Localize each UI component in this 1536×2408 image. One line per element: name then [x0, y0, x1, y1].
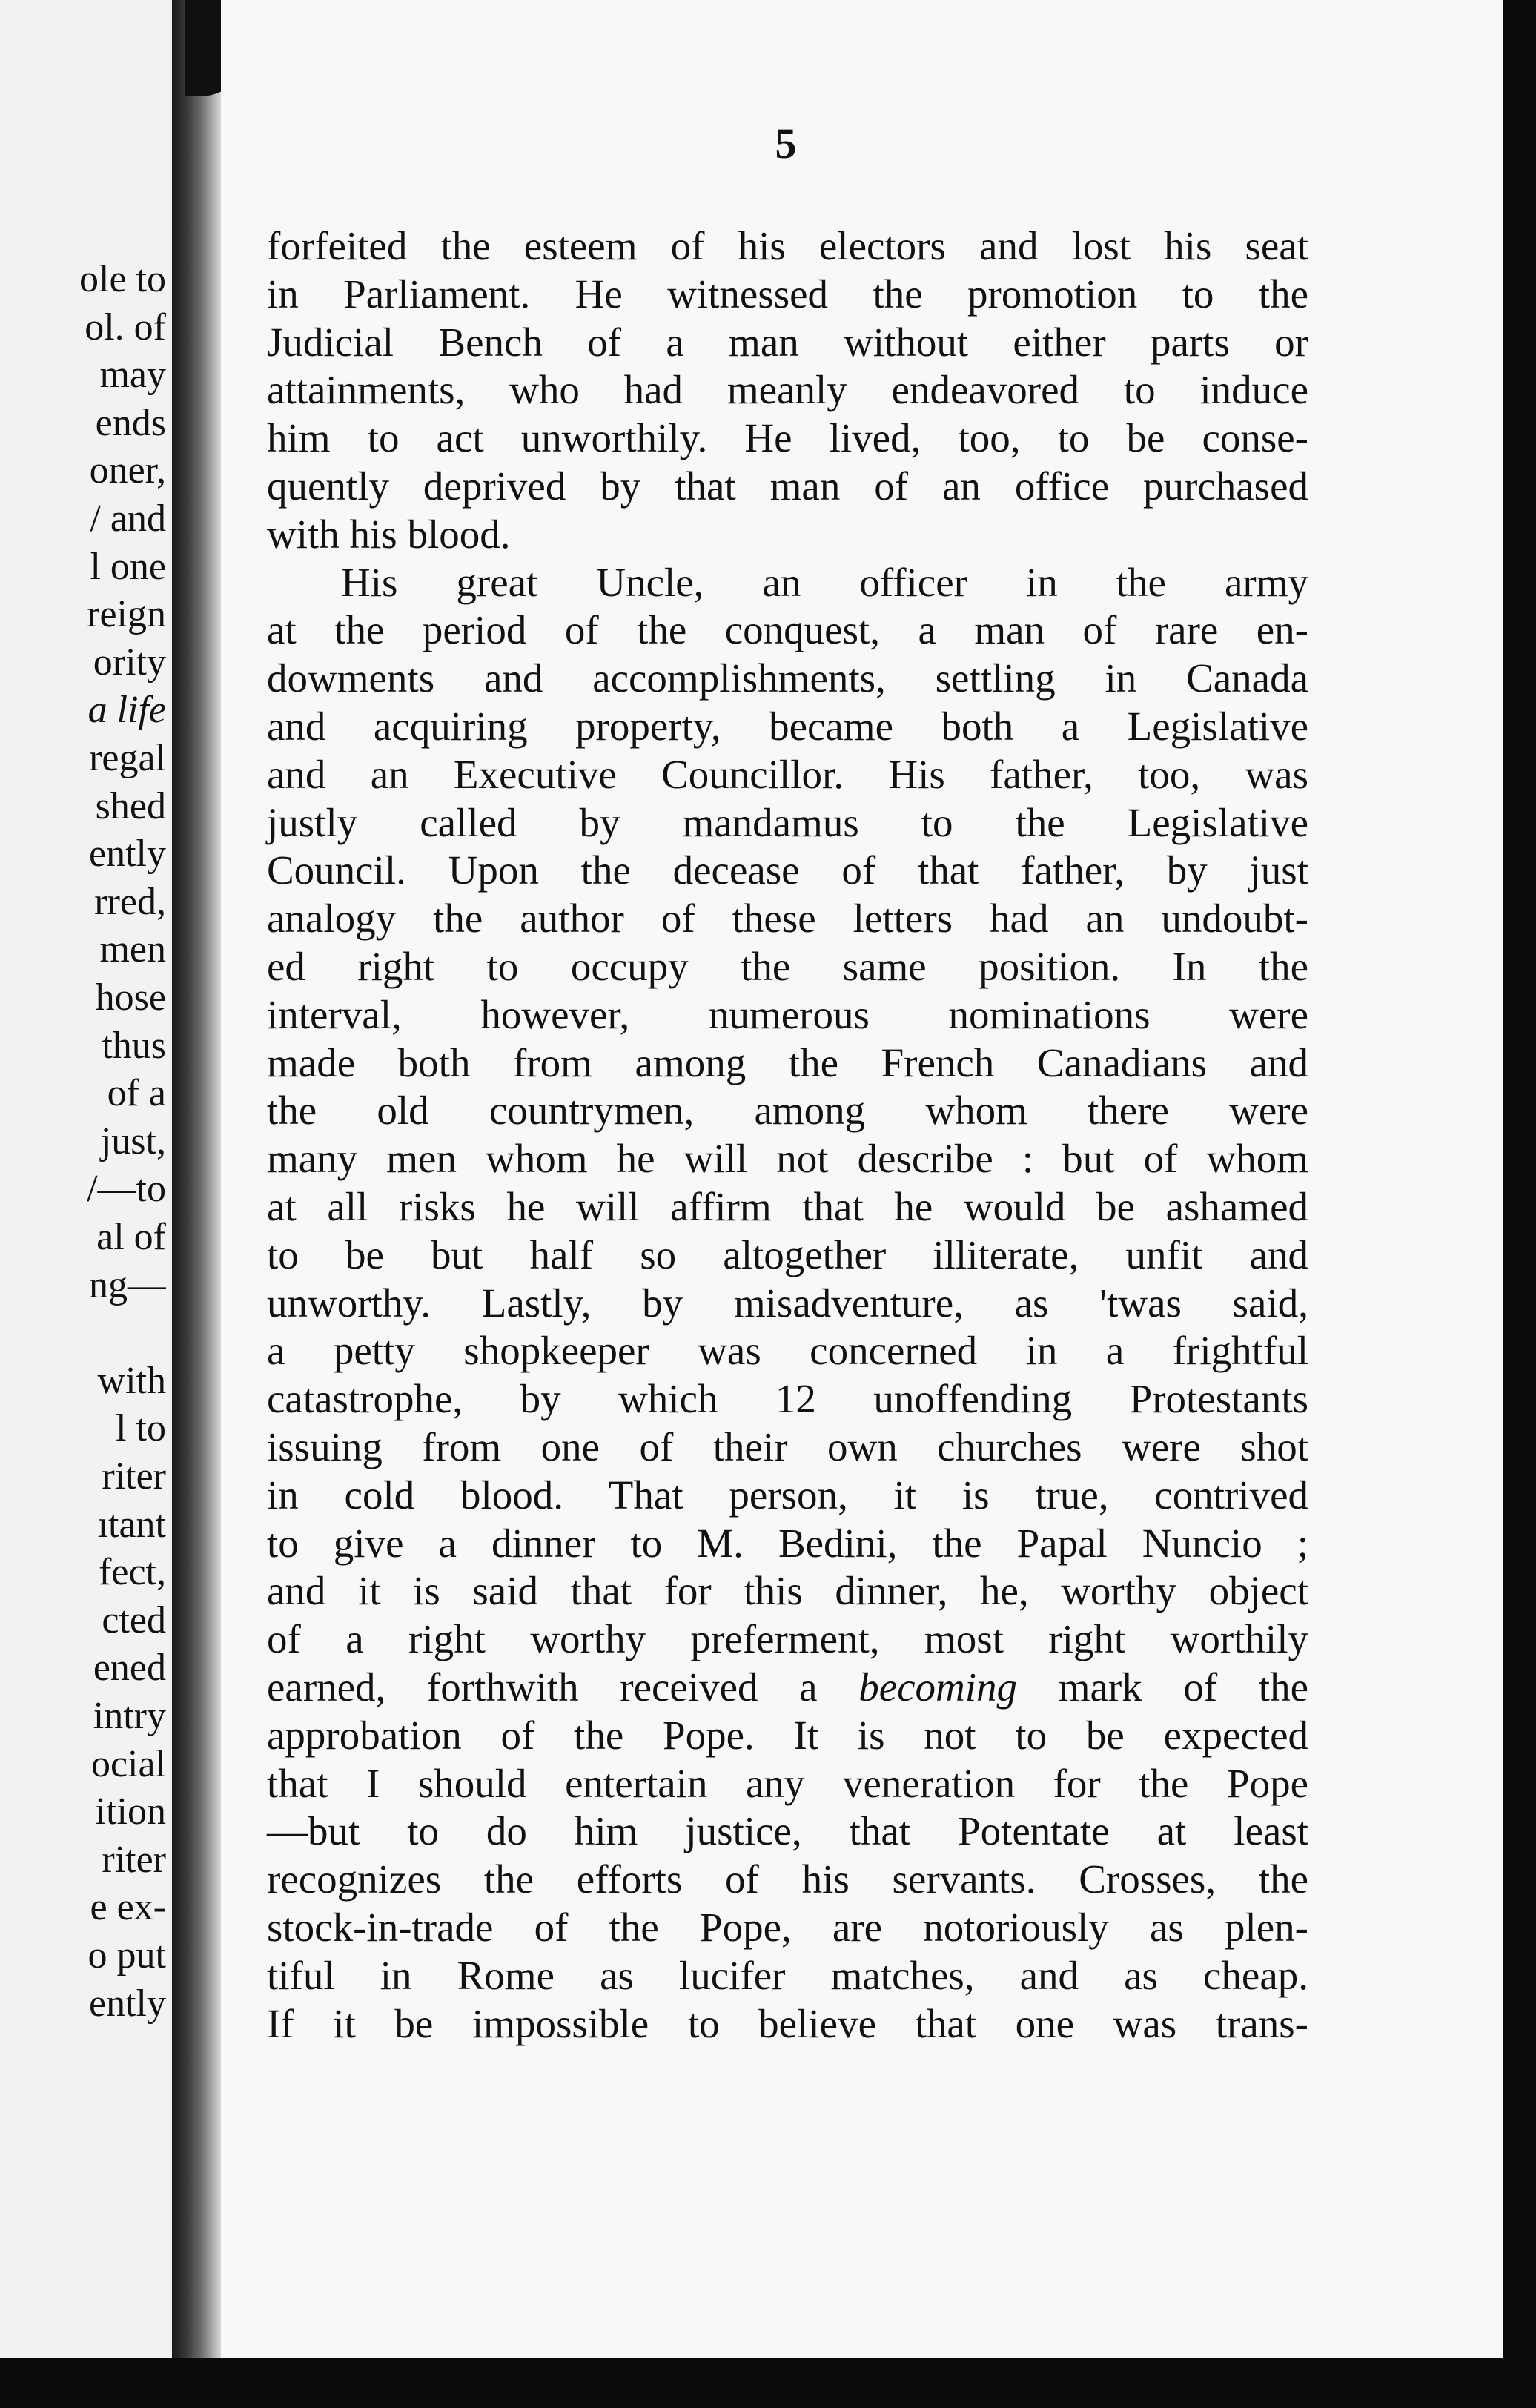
text-segment: that I should entertain any veneration for the Pope	[267, 1760, 1308, 1806]
facing-page-line: men	[99, 928, 166, 971]
text-segment: made both from among the French Canadians and	[267, 1039, 1308, 1085]
text-line	[341, 559, 1308, 606]
facing-page-line: riter	[102, 1455, 166, 1498]
facing-page-line: intry	[93, 1695, 166, 1737]
emphasis-text: becoming	[858, 1664, 1018, 1710]
text-segment: —but to do him justice, that Potentate at least	[267, 1808, 1308, 1854]
facing-page-line: may	[99, 354, 166, 397]
book-gutter	[172, 0, 221, 2372]
facing-page-line: riter	[102, 1838, 166, 1881]
text-line	[267, 799, 1308, 847]
facing-page-line: thus	[102, 1024, 166, 1067]
text-segment: If it be impossible to believe that one was trans-	[267, 2000, 1308, 2046]
text-segment: tiful in Rome as lucifer matches, and as cheap.	[267, 1952, 1308, 1998]
text-segment: analogy the author of these letters had an undoubt-	[267, 896, 1308, 942]
text-line	[267, 1520, 1308, 1567]
text-segment: mark of the	[1017, 1664, 1308, 1710]
text-line	[267, 1760, 1308, 1807]
text-line	[267, 751, 1308, 798]
text-segment: ed right to occupy the same position. In the	[267, 944, 1308, 989]
text-segment: in Parliament. He witnessed the promotion to the	[267, 271, 1308, 317]
text-segment: a petty shopkeeper was concerned in a frightful	[267, 1328, 1308, 1374]
page-number: 5	[775, 119, 797, 168]
text-line	[267, 222, 1308, 270]
text-line	[267, 895, 1308, 942]
facing-page-line: l to	[116, 1407, 166, 1450]
text-line	[267, 1231, 1308, 1279]
text-segment: earned, forthwith received a	[267, 1664, 859, 1710]
text-line	[267, 1280, 1308, 1327]
text-line	[267, 1087, 1308, 1134]
text-segment: and acquiring property, became both a Legislative	[267, 704, 1308, 749]
facing-page-line: ole to	[79, 258, 166, 300]
facing-page-line: o put	[87, 1934, 166, 1977]
facing-page-line: ends	[95, 401, 166, 444]
text-segment: forfeited the esteem of his electors and lost his seat	[267, 223, 1308, 268]
text-segment: him to act unworthily. He lived, too, to be conse-	[267, 415, 1308, 461]
facing-page-line: reign	[87, 593, 166, 636]
text-line	[267, 606, 1308, 654]
text-segment: quently deprived by that man of an office purchased	[267, 463, 1308, 509]
facing-page-line: ority	[93, 641, 166, 684]
text-segment: and it is said that for this dinner, he, worthy object	[267, 1568, 1308, 1614]
facing-page-line: oner,	[89, 449, 166, 492]
text-line	[267, 1423, 1308, 1471]
text-line	[267, 1039, 1308, 1087]
facing-page-line: ened	[93, 1647, 166, 1690]
facing-page-line: ently	[89, 1982, 166, 2025]
facing-page-line: ng—	[89, 1263, 166, 1306]
text-line	[267, 1664, 1308, 1711]
facing-page-fragment	[0, 0, 174, 2358]
text-line	[267, 319, 1308, 366]
text-line	[267, 1615, 1308, 1663]
text-line	[267, 511, 1308, 558]
text-line	[267, 1327, 1308, 1375]
facing-page-line: hose	[95, 976, 166, 1019]
facing-page-line: ition	[95, 1790, 166, 1833]
text-segment: catastrophe, by which 12 unoffending Protestants	[267, 1376, 1308, 1422]
facing-page-line: of a	[107, 1072, 166, 1115]
text-segment: in cold blood. That person, it is true, contrived	[267, 1472, 1308, 1518]
text-line	[267, 414, 1308, 462]
facing-page-line: rred,	[94, 880, 166, 923]
text-segment: Council. Upon the decease of that father, by just	[267, 847, 1308, 893]
facing-page-line: ıtant	[97, 1503, 166, 1546]
text-line	[267, 366, 1308, 414]
text-line	[267, 271, 1308, 318]
facing-page-line: fect,	[99, 1551, 166, 1594]
text-line	[267, 1567, 1308, 1615]
scan-border	[0, 2358, 1536, 2408]
text-line	[267, 1183, 1308, 1231]
facing-page-line: ocial	[90, 1742, 166, 1785]
text-line	[267, 943, 1308, 990]
text-line	[267, 1856, 1308, 1903]
page-edge	[1503, 0, 1536, 2408]
text-line	[267, 1952, 1308, 2000]
text-segment: to give a dinner to M. Bedini, the Papal Nuncio ;	[267, 1520, 1308, 1566]
text-segment: unworthy. Lastly, by misadventure, as 'twas said,	[267, 1280, 1308, 1326]
facing-page-line: with	[97, 1359, 166, 1402]
facing-page-line: ol. of	[85, 305, 166, 348]
facing-page-line: l one	[90, 545, 166, 588]
text-line	[267, 703, 1308, 750]
text-line	[267, 1904, 1308, 1951]
facing-page-line: a life	[87, 689, 166, 732]
text-line	[267, 1135, 1308, 1182]
text-segment: of a right worthy preferment, most right worthily	[267, 1616, 1308, 1662]
facing-page-line: regal	[89, 737, 166, 779]
facing-page-line: shed	[95, 784, 166, 827]
text-segment: dowments and accomplishments, settling in Canada	[267, 655, 1308, 701]
facing-page-line: / and	[90, 497, 166, 540]
facing-page-line: al of	[96, 1216, 166, 1258]
text-line	[267, 655, 1308, 702]
text-line	[267, 1807, 1308, 1855]
text-line	[267, 847, 1308, 894]
facing-page-line: just,	[100, 1119, 166, 1162]
text-line	[267, 463, 1308, 510]
text-segment: recognizes the efforts of his servants. Crosses, the	[267, 1856, 1308, 1902]
text-segment: with his blood.	[267, 511, 511, 557]
facing-page-line: ently	[89, 833, 166, 876]
text-line	[267, 1712, 1308, 1759]
text-line	[267, 991, 1308, 1039]
text-line	[267, 1472, 1308, 1519]
text-segment: to be but half so altogether illiterate, unfit and	[267, 1231, 1308, 1277]
text-segment: the old countrymen, among whom there were	[267, 1088, 1308, 1134]
text-segment: attainments, who had meanly endeavored to induce	[267, 367, 1308, 413]
text-segment: Judicial Bench of a man without either parts or	[267, 319, 1308, 365]
text-segment: approbation of the Pope. It is not to be expected	[267, 1712, 1308, 1758]
text-segment: at the period of the conquest, a man of rare en-	[267, 607, 1308, 653]
text-segment: stock-in-trade of the Pope, are notoriously as plen-	[267, 1905, 1308, 1950]
text-segment: many men whom he will not describe : but of whom	[267, 1136, 1308, 1182]
facing-page-line: cted	[102, 1598, 166, 1641]
text-segment: at all risks he will affirm that he would be ashamed	[267, 1184, 1308, 1229]
text-segment: interval, however, numerous nominations were	[267, 991, 1308, 1037]
text-segment: His great Uncle, an officer in the army	[341, 559, 1308, 605]
text-segment: justly called by mandamus to the Legislative	[267, 799, 1308, 845]
facing-page-line: e ex-	[90, 1886, 166, 1929]
text-segment: and an Executive Councillor. His father, too, was	[267, 751, 1308, 797]
text-segment: issuing from one of their own churches were shot	[267, 1424, 1308, 1469]
text-line	[267, 1375, 1308, 1423]
text-line	[267, 2000, 1308, 2048]
facing-page-line: /—to	[87, 1168, 166, 1211]
